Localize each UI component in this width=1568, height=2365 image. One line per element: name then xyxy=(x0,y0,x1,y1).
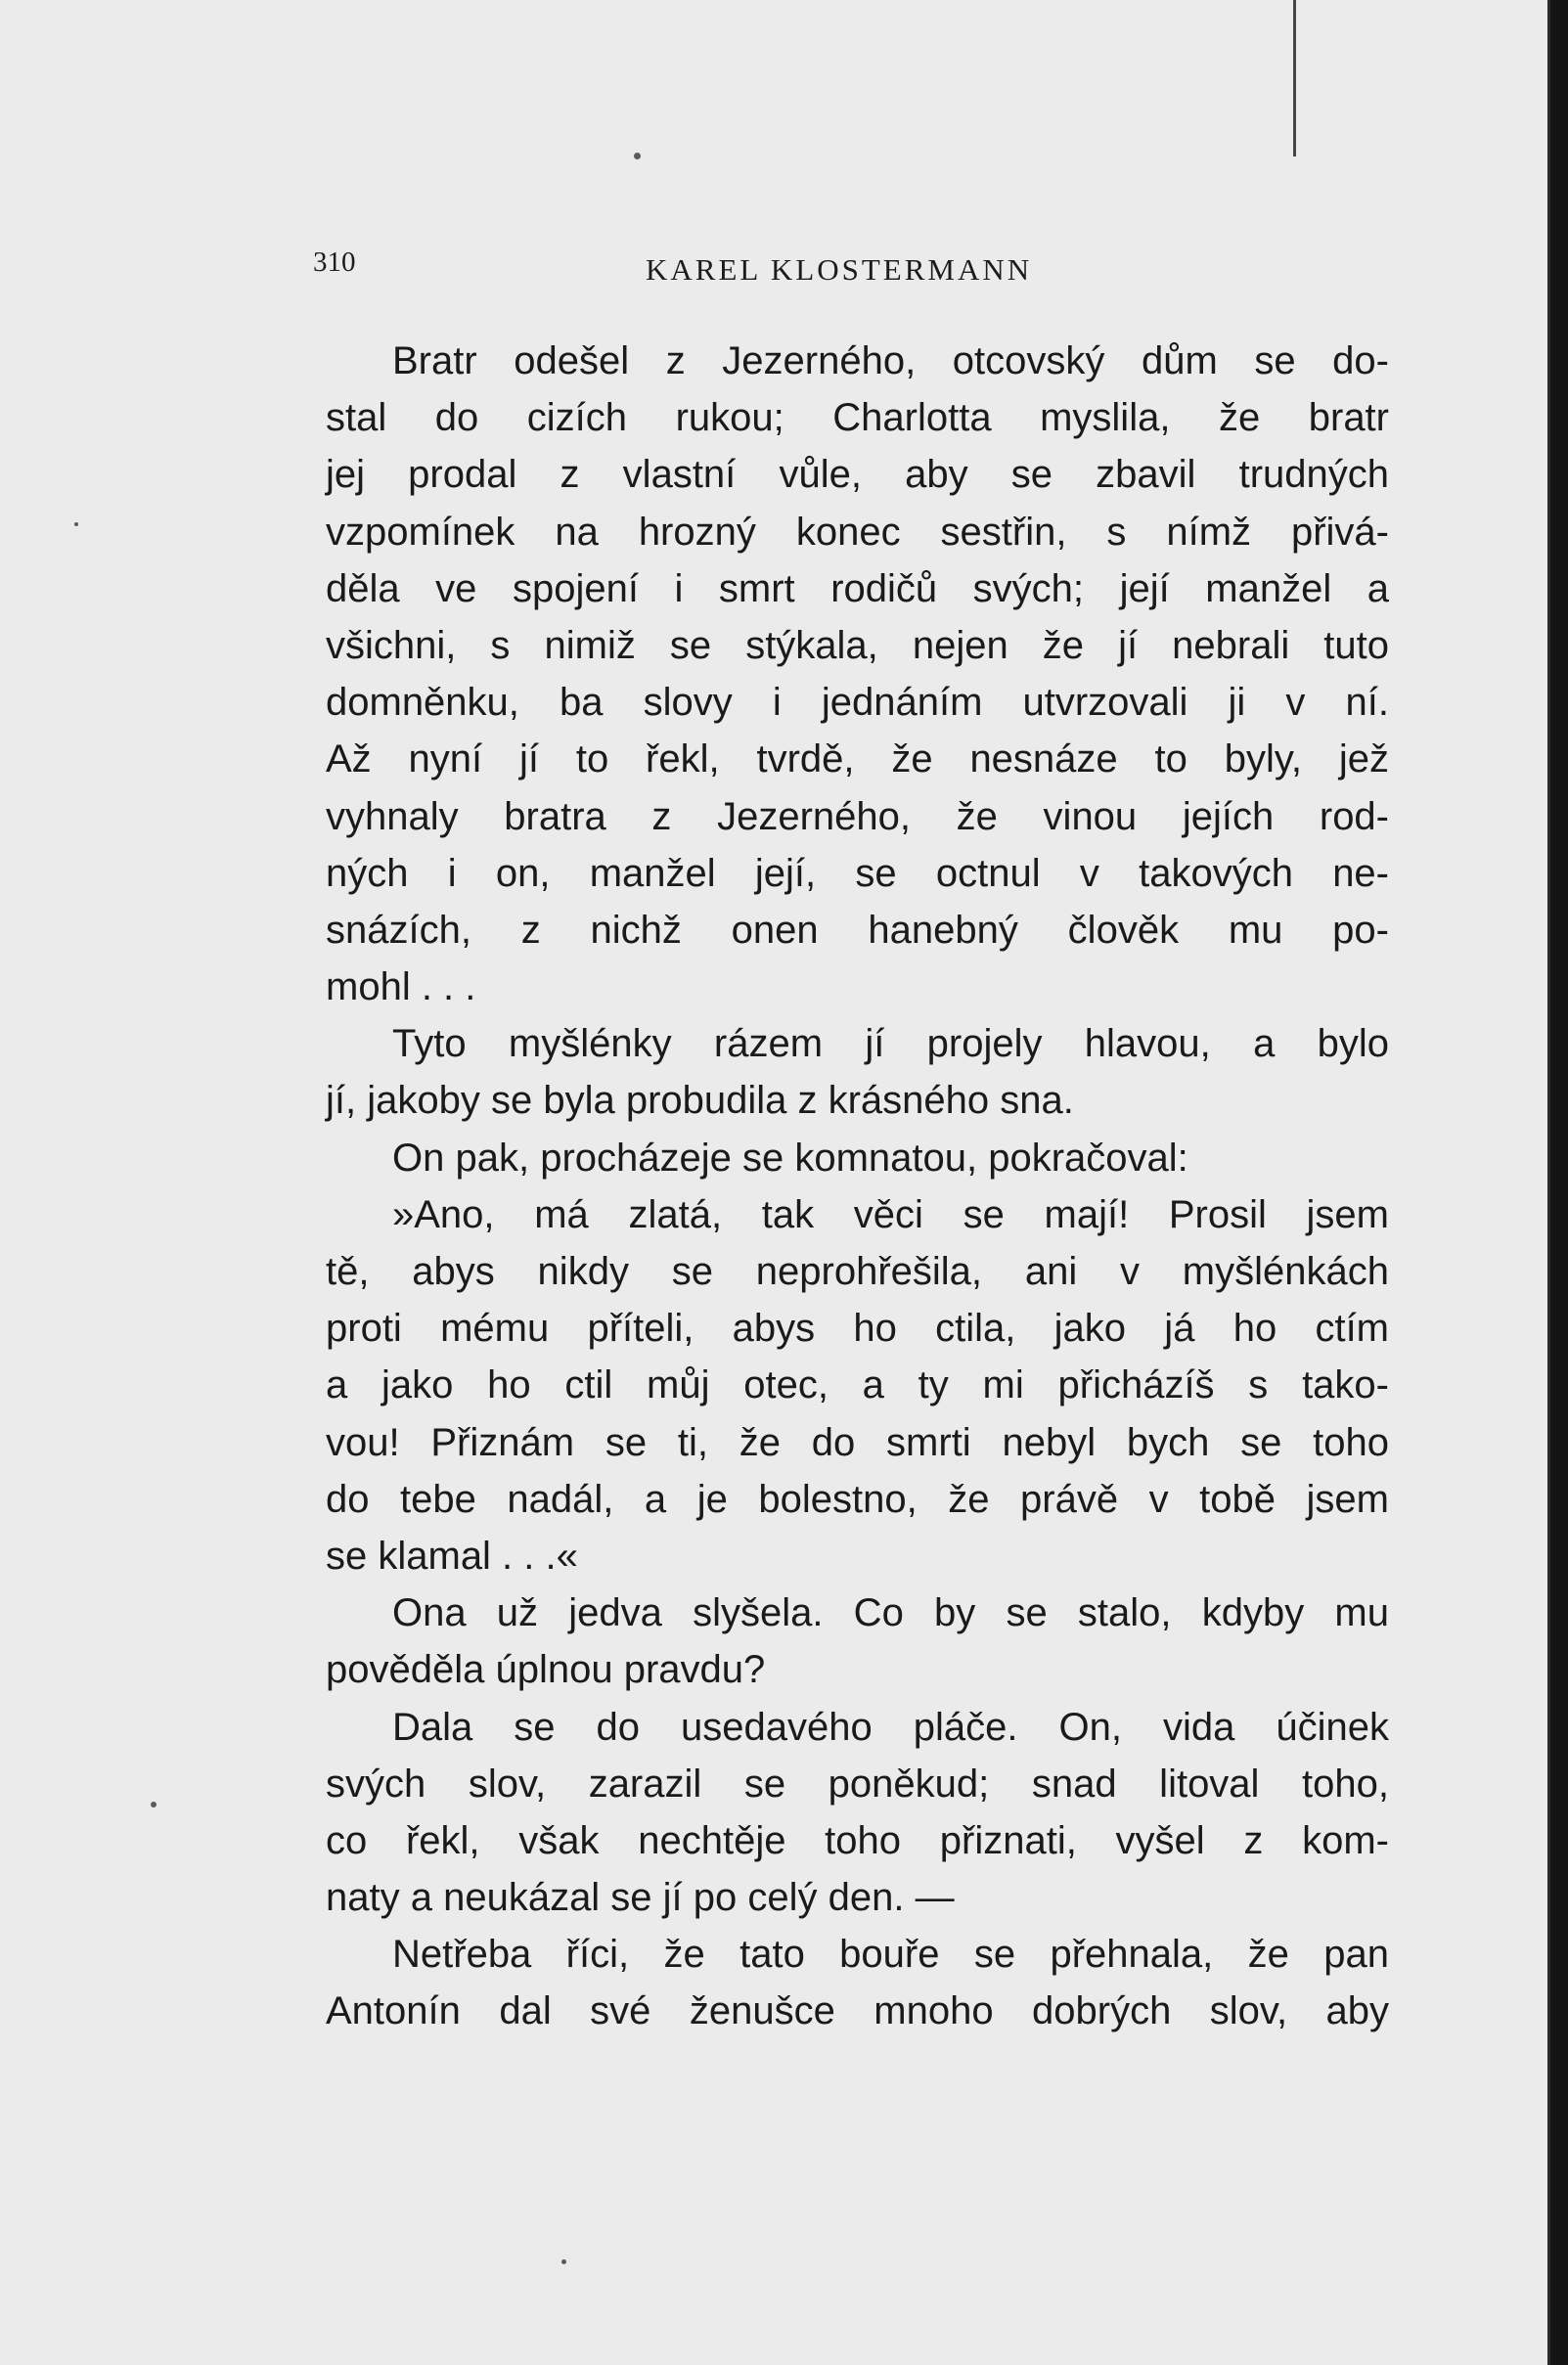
text-line: děla ve spojení i smrt rodičů svých; její manžel a xyxy=(326,566,1389,610)
text-line: Ona už jedva slyšela. Co by se stalo, kdyby mu xyxy=(392,1591,1389,1635)
text-line: stal do cizích rukou; Charlotta myslila, že bratr xyxy=(326,396,1389,440)
text-line: jej prodal z vlastní vůle, aby se zbavil trudných xyxy=(326,453,1389,497)
body-text xyxy=(326,333,1389,2040)
text-line: Bratr odešel z Jezerného, otcovský dům se do- xyxy=(392,339,1389,382)
text-line: pověděla úplnou pravdu? xyxy=(326,1648,766,1692)
text-line: svých slov, zarazil se poněkud; snad litoval toho, xyxy=(326,1762,1389,1806)
text-line: naty a neukázal se jí po celý den. — xyxy=(326,1876,955,1920)
scan-speck xyxy=(151,1802,157,1807)
text-line: On pak, procházeje se komnatou, pokračoval: xyxy=(392,1136,1188,1180)
text-line: snázích, z nichž onen hanebný člověk mu po- xyxy=(326,908,1389,952)
text-line: vyhnaly bratra z Jezerného, že vinou jejích rod- xyxy=(326,794,1389,838)
text-line: co řekl, však nechtěje toho přiznati, vyšel z kom- xyxy=(326,1818,1389,1862)
text-line: Tyto myšlénky rázem jí projely hlavou, a bylo xyxy=(392,1022,1389,1066)
text-line: se klamal . . .« xyxy=(326,1534,578,1578)
text-line: do tebe nadál, a je bolestno, že právě v tobě jsem xyxy=(326,1477,1389,1521)
text-line: jí, jakoby se byla probudila z krásného sna. xyxy=(326,1079,1074,1123)
text-line: ných i on, manžel její, se octnul v takových ne- xyxy=(326,851,1389,895)
text-line: všichni, s nimiž se stýkala, nejen že jí nebrali tuto xyxy=(326,623,1389,667)
text-line: »Ano, má zlatá, tak věci se mají! Prosil jsem xyxy=(392,1192,1389,1236)
text-line: tě, abys nikdy se neprohřešila, ani v myšlénkách xyxy=(326,1250,1389,1293)
text-line: Netřeba říci, že tato bouře se přehnala, že pan xyxy=(392,1933,1389,1977)
text-line: proti mému příteli, abys ho ctila, jako já ho ctím xyxy=(326,1307,1389,1351)
text-line: a jako ho ctil můj otec, a ty mi přicházíš s tako- xyxy=(326,1363,1389,1407)
scan-speck xyxy=(74,522,78,526)
text-line: Až nyní jí to řekl, tvrdě, že nesnáze to byly, jež xyxy=(326,737,1389,781)
text-line: vou! Přiznám se ti, že do smrti nebyl bych se toho xyxy=(326,1420,1389,1464)
text-line: domněnku, ba slovy i jednáním utvrzovali ji v ní. xyxy=(326,681,1389,725)
text-line: Dala se do usedavého pláče. On, vida účinek xyxy=(392,1705,1389,1749)
page-header xyxy=(313,246,1399,286)
text-line: mohl . . . xyxy=(326,965,476,1009)
running-title: KAREL KLOSTERMANN xyxy=(646,252,1033,287)
text-line: vzpomínek na hrozný konec sestřin, s nímž přivá- xyxy=(326,510,1389,554)
page-number: 310 xyxy=(313,246,356,278)
text-line: Antonín dal své ženušce mnoho dobrých slov, aby xyxy=(326,1989,1389,2033)
scan-speck xyxy=(634,153,641,159)
scan-edge-line xyxy=(1293,0,1296,156)
scan-speck xyxy=(561,2259,566,2264)
